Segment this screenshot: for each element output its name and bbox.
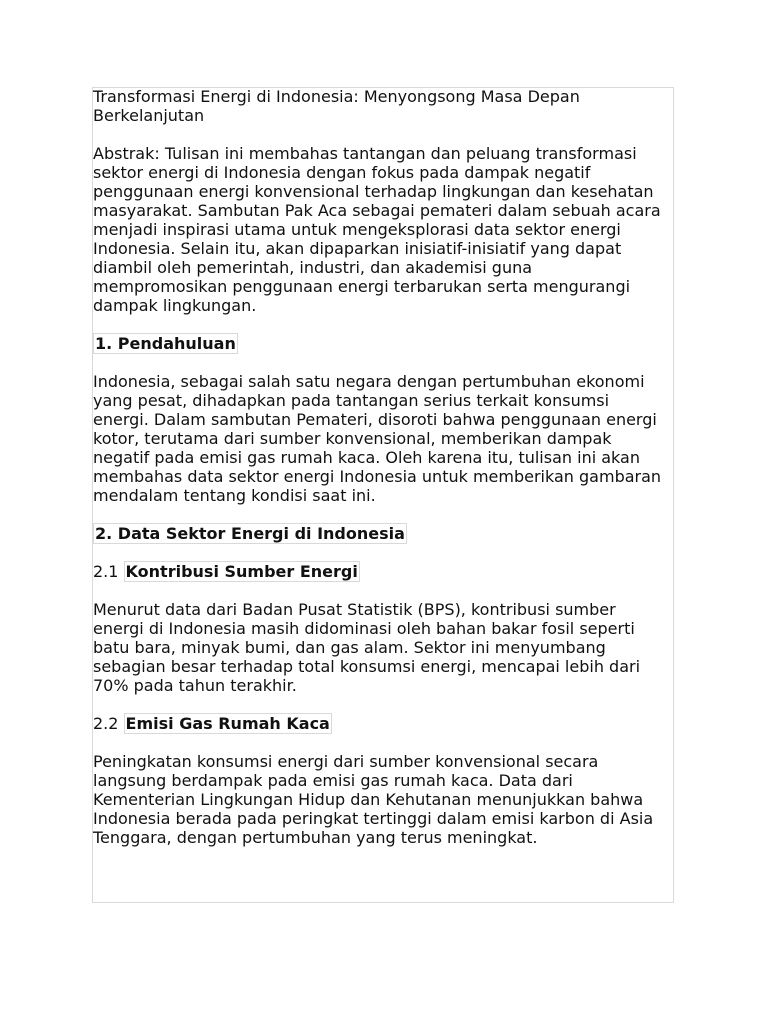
section-1-heading-line xyxy=(93,334,668,353)
subsection-2-2-heading-line xyxy=(93,714,668,733)
abstract-paragraph: Abstrak: Tulisan ini membahas tantangan dan peluang transformasi sektor energi di Indonesia dengan fokus pada dampak negatif penggunaan energi konvensional terhadap lingkungan dan kesehatan masyarakat. Sambutan Pak Aca sebagai pemateri dalam sebuah acara menjadi inspirasi utama untuk mengeksplorasi data sektor energi Indonesia. Selain itu, akan dipaparkan inisiatif-inisiatif yang dapat diambil oleh pemerintah, industri, dan akademisi guna mempromosikan penggunaan energi terbarukan serta mengurangi dampak lingkungan. xyxy=(93,144,661,315)
document-title: Transformasi Energi di Indonesia: Menyongsong Masa Depan Berkelanjutan xyxy=(93,87,580,125)
subsection-2-1-heading-line xyxy=(93,562,668,581)
subsection-2-2-body: Peningkatan konsumsi energi dari sumber konvensional secara langsung berdampak pada emisi gas rumah kaca. Data dari Kementerian Lingkungan Hidup dan Kehutanan menunjukkan bahwa Indonesia berada pada peringkat tertinggi dalam emisi karbon di Asia Tenggara, dengan pertumbuhan yang terus meningkat. xyxy=(93,752,654,847)
subsection-2-1-heading: Kontribusi Sumber Energi xyxy=(125,562,358,581)
subsection-2-1-number: 2.1 xyxy=(93,562,119,581)
section-1-heading: 1. Pendahuluan xyxy=(95,334,236,353)
subsection-2-1-body: Menurut data dari Badan Pusat Statistik (BPS), kontribusi sumber energi di Indonesia masih didominasi oleh bahan bakar fosil seperti batu bara, minyak bumi, dan gas alam. Sektor ini menyumbang sebagian besar terhadap total konsumsi energi, mencapai lebih dari 70% pada tahun terakhir. xyxy=(93,600,641,695)
section-1-body: Indonesia, sebagai salah satu negara dengan pertumbuhan ekonomi yang pesat, dihadapkan pada tantangan serius terkait konsumsi energi. Dalam sambutan Pemateri, disoroti bahwa penggunaan energi kotor, terutama dari sumber konvensional, memberikan dampak negatif pada emisi gas rumah kaca. Oleh karena itu, tulisan ini akan membahas data sektor energi Indonesia untuk memberikan gambaran mendalam tentang kondisi saat ini. xyxy=(93,372,662,505)
subsection-2-2-heading: Emisi Gas Rumah Kaca xyxy=(125,714,330,733)
subsection-2-2-number: 2.2 xyxy=(93,714,119,733)
section-2-heading-line xyxy=(93,524,668,543)
document-content xyxy=(93,87,668,866)
section-2-heading: 2. Data Sektor Energi di Indonesia xyxy=(95,524,405,543)
